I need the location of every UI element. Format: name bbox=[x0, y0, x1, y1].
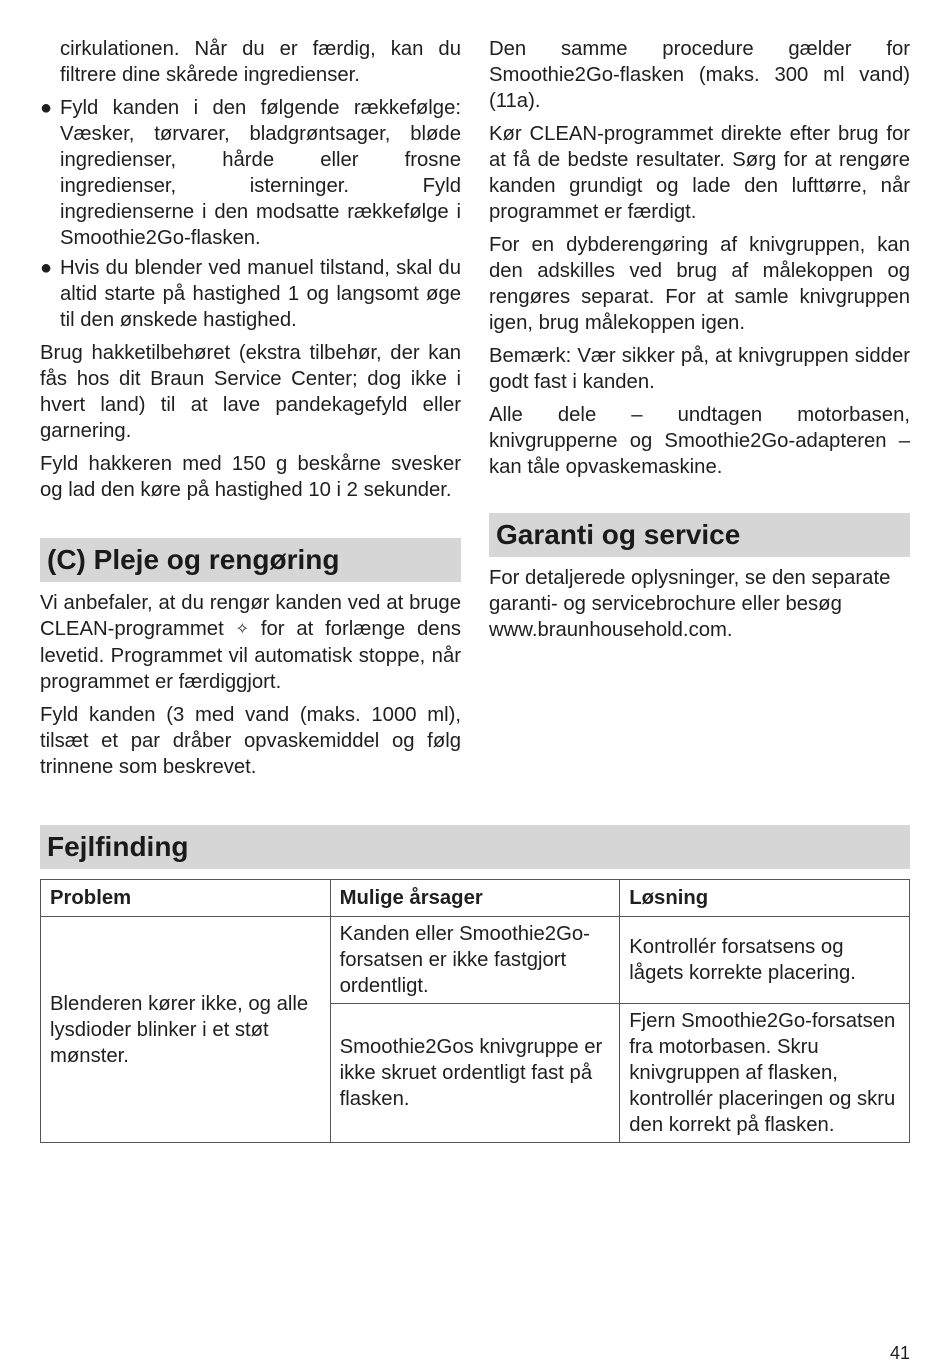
page-number: 41 bbox=[889, 1343, 910, 1363]
bullet-item bbox=[40, 95, 461, 251]
bullet-item bbox=[40, 255, 461, 333]
bullet-icon: ● bbox=[40, 97, 53, 119]
bullet-icon: ● bbox=[40, 257, 53, 279]
bullet-text: Fyld kanden i den følgende rækkefølge: Væsker, tørvarer, bladgrøntsager, bløde ingredienser, hårde eller frosne ingredienser, isterninger. Fyld ingredienserne i den modsatte rækkefølge i Smoothie2Go-flasken. bbox=[60, 97, 461, 249]
cause-cell: Kanden eller Smoothie2Go-forsatsen er ikke fastgjort ordentligt. bbox=[330, 917, 620, 1004]
column-header-solution: Løsning bbox=[620, 880, 910, 917]
paragraph: Kør CLEAN-programmet direkte efter brug for at få de bedste resultater. Sørg for at rengøre kanden grundigt og lade den lufttørre, når programmet er færdigt. bbox=[489, 123, 910, 223]
troubleshooting-table bbox=[40, 879, 910, 1143]
column-header-problem: Problem bbox=[41, 880, 331, 917]
paragraph: Fyld hakkeren med 150 g beskårne svesker og lad den køre på hastighed 10 i 2 sekunder. bbox=[40, 453, 461, 501]
paragraph: Den samme procedure gælder for Smoothie2Go-flasken (maks. 300 ml vand) (11a). bbox=[489, 38, 910, 112]
paragraph: Bemærk: Vær sikker på, at knivgruppen sidder godt fast i kanden. bbox=[489, 345, 910, 393]
table-row bbox=[41, 917, 910, 1004]
right-column bbox=[489, 36, 910, 650]
paragraph: Alle dele – undtagen motorbasen, knivgrupperne og Smoothie2Go-adapteren – kan tåle opvaskemaskine. bbox=[489, 404, 910, 478]
column-header-causes: Mulige årsager bbox=[330, 880, 620, 917]
care-text-before: Vi anbefaler, at du rengør kanden ved at bruge CLEAN-programmet bbox=[40, 592, 461, 640]
troubleshooting-heading: Fejlfinding bbox=[40, 825, 910, 869]
care-paragraph bbox=[40, 590, 461, 695]
table-header-row bbox=[41, 880, 910, 917]
left-column bbox=[40, 36, 461, 787]
warranty-text: For detaljerede oplysninger, se den separate garanti- og servicebrochure eller besøg www.braunhousehold.com. bbox=[489, 567, 891, 641]
care-text-after: for at forlænge dens levetid. Programmet vil automatisk stoppe, når programmet er færdiggjort. bbox=[40, 618, 462, 693]
bullet-text: Hvis du blender ved manuel tilstand, skal du altid starte på hastighed 1 og langsomt øge til den ønskede hastighed. bbox=[60, 257, 461, 331]
solution-cell: Fjern Smoothie2Go-forsatsen fra motorbasen. Skru knivgruppen af flasken, kontrollér placeringen og skru den korrekt på flasken. bbox=[620, 1004, 910, 1143]
care-heading: (C) Pleje og rengøring bbox=[40, 538, 461, 582]
warranty-heading: Garanti og service bbox=[489, 513, 910, 557]
bullet-list bbox=[40, 95, 461, 333]
paragraph: For en dybderengøring af knivgruppen, kan den adskilles ved brug af målekoppen og rengøres separat. For at samle knivgruppen igen, brug målekoppen igen. bbox=[489, 234, 910, 334]
clean-drop-icon: ✧ bbox=[235, 621, 249, 638]
problem-cell: Blenderen kører ikke, og alle lysdioder blinker i et støt mønster. bbox=[41, 917, 331, 1143]
solution-cell: Kontrollér forsatsens og lågets korrekte placering. bbox=[620, 917, 910, 1004]
care-paragraph-2: Fyld kanden (3 med vand (maks. 1000 ml), tilsæt et par dråber opvaskemiddel og følg trinnene som beskrevet. bbox=[40, 704, 461, 778]
cause-cell: Smoothie2Gos knivgruppe er ikke skruet ordentligt fast på flasken. bbox=[330, 1004, 620, 1143]
intro-continuation: cirkulationen. Når du er færdig, kan du filtrere dine skårede ingredienser. bbox=[60, 38, 461, 86]
paragraph: Brug hakketilbehøret (ekstra tilbehør, der kan fås hos dit Braun Service Center; dog ikke i hvert land) til at lave pandekagefyld eller garnering. bbox=[40, 342, 461, 442]
